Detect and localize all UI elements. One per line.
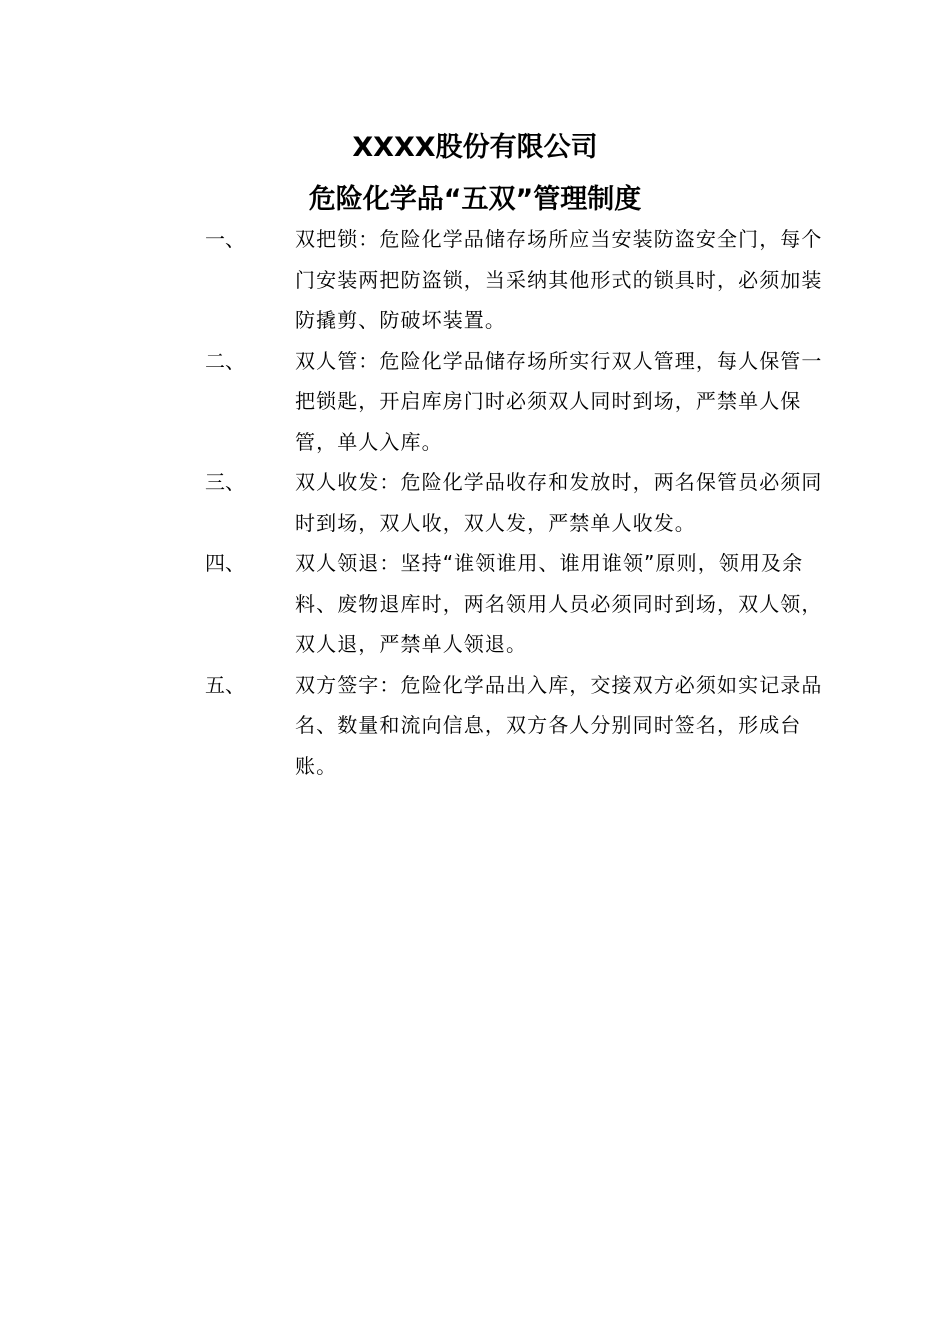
regulation-list xyxy=(205,219,845,786)
item-text: 双人收发：危险化学品收存和发放时，两名保管员必须同时到场，双人收，双人发，严禁单人收发。 xyxy=(295,470,823,535)
item-text: 双方签字：危险化学品出入库，交接双方必须如实记录品名、数量和流向信息，双方各人分别同时签名，形成台账。 xyxy=(295,672,823,778)
item-text: 双人管：危险化学品储存场所实行双人管理，每人保管一把锁匙，开启库房门时必须双人同时到场，严禁单人保管，单人入库。 xyxy=(295,348,823,454)
regulation-item-1 xyxy=(205,219,845,341)
regulation-item-5 xyxy=(205,665,845,787)
item-number: 一、 xyxy=(205,227,245,251)
company-name: XXXX股份有限公司 xyxy=(352,132,598,163)
item-number: 二、 xyxy=(205,348,245,373)
document-title: 危险化学品“五双”管理制度 xyxy=(308,184,642,215)
item-number: 三、 xyxy=(205,470,245,494)
item-text: 双把锁：危险化学品储存场所应当安装防盗安全门，每个门安装两把防盗锁，当采纳其他形式的锁具时，必须加装防撬剪、防破坏装置。 xyxy=(295,227,823,332)
item-number: 五、 xyxy=(205,672,245,697)
regulation-item-3 xyxy=(205,462,845,543)
regulation-item-2 xyxy=(205,341,845,463)
regulation-item-4 xyxy=(205,543,845,665)
item-text: 双人领退：坚持“谁领谁用、谁用谁领”原则，领用及余料、废物退库时，两名领用人员必须同时到场，双人领，双人退，严禁单人领退。 xyxy=(295,551,823,656)
item-number: 四、 xyxy=(205,551,245,575)
